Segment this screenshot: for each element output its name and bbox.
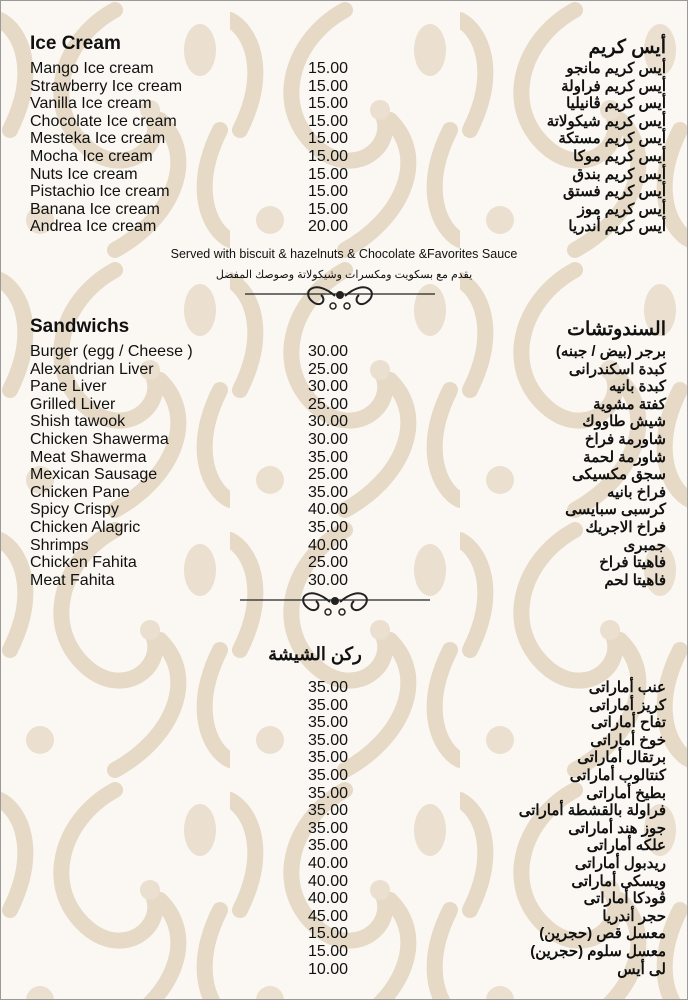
menu-item-row xyxy=(0,60,688,78)
menu-item-row xyxy=(0,166,688,184)
menu-item-row xyxy=(0,697,688,715)
item-price: 35.00 xyxy=(308,837,349,855)
item-price: 25.00 xyxy=(308,466,349,484)
item-price: 10.00 xyxy=(308,960,349,978)
shisha-title-ar: ركن الشيشة xyxy=(268,644,362,664)
menu-item-row xyxy=(0,78,688,96)
item-name-ar: سجق مكسيكى xyxy=(572,466,666,484)
menu-item-row xyxy=(0,95,688,113)
menu-item-row xyxy=(0,837,688,855)
item-name-en: Mexican Sausage xyxy=(30,466,158,484)
item-name-en: Meat Shawerma xyxy=(30,448,147,466)
item-name-ar: كبدة اسكندرانى xyxy=(568,360,666,378)
item-name-ar: معسل قص (حجرين) xyxy=(539,925,666,943)
item-price: 35.00 xyxy=(308,714,349,732)
item-name-ar: لى أيس xyxy=(617,960,666,978)
menu-item-row xyxy=(0,767,688,785)
item-name-ar: تفاح أماراتى xyxy=(590,714,666,732)
ornament-divider xyxy=(245,282,435,314)
item-name-ar: أيس كريم ڤانيليا xyxy=(566,95,666,113)
menu-item-row xyxy=(0,431,688,449)
menu-item-row xyxy=(0,802,688,820)
item-name-ar: فراخ بانيه xyxy=(607,483,666,501)
ornament-divider xyxy=(240,588,430,620)
item-name-ar: علكه أماراتى xyxy=(586,837,666,855)
item-name-ar: ريدبول أماراتى xyxy=(574,854,666,872)
item-name-en: Pistachio Ice cream xyxy=(30,183,170,201)
item-name-en: Mesteka Ice cream xyxy=(30,130,166,148)
item-name-ar: ڤودكا أماراتى xyxy=(583,890,666,908)
item-name-en: Chicken Alagric xyxy=(30,518,141,536)
item-name-en: Chicken Fahita xyxy=(30,554,137,572)
item-price: 35.00 xyxy=(308,483,349,501)
menu-item-row xyxy=(0,484,688,502)
item-name-ar: فراخ الاجريك xyxy=(585,518,666,536)
item-name-ar: شيش طاووك xyxy=(582,413,666,431)
sandwiches-list xyxy=(0,343,688,589)
item-name-ar: حجر أندريا xyxy=(602,907,666,925)
item-name-ar: أيس كريم شيكولاتة xyxy=(546,112,666,130)
item-price: 15.00 xyxy=(308,60,349,77)
item-name-en: Meat Fahita xyxy=(30,571,115,589)
menu-item-row xyxy=(0,218,688,236)
ice-cream-note-ar: يقدم مع بسكويت ومكسرات وشيكولاتة وصوصك المفضل xyxy=(215,269,473,281)
item-name-ar: برتقال أماراتى xyxy=(577,749,666,767)
item-price: 25.00 xyxy=(308,395,349,413)
item-name-ar: شاورمة لحمة xyxy=(583,448,666,466)
item-price: 15.00 xyxy=(308,147,349,165)
menu-item-row xyxy=(0,890,688,908)
item-price: 25.00 xyxy=(308,360,349,378)
menu-item-row xyxy=(0,519,688,537)
item-name-ar: أيس كريم أندريا xyxy=(568,218,666,236)
item-name-ar: بطيخ أماراتى xyxy=(586,784,666,802)
item-price: 15.00 xyxy=(308,112,349,130)
item-price: 30.00 xyxy=(308,430,349,448)
item-price: 15.00 xyxy=(308,95,349,113)
item-name-ar: كبدة بانيه xyxy=(608,378,666,396)
item-price: 15.00 xyxy=(308,77,349,95)
item-name-ar: كرسبى سبايسى xyxy=(565,501,666,519)
item-price: 35.00 xyxy=(308,696,349,714)
item-name-ar: أيس كريم مانجو xyxy=(566,60,666,77)
item-name-ar: خوخ أماراتى xyxy=(590,731,666,749)
menu-item-row xyxy=(0,961,688,979)
menu-item-row xyxy=(0,501,688,519)
item-price: 20.00 xyxy=(308,218,349,236)
menu-item-row xyxy=(0,820,688,838)
item-name-ar: معسل سلوم (حجرين) xyxy=(530,942,666,960)
item-price: 15.00 xyxy=(308,165,349,183)
item-price: 15.00 xyxy=(308,925,349,943)
item-name-ar: كنتالوب أماراتى xyxy=(569,766,666,784)
item-name-en: Burger (egg / Cheese ) xyxy=(30,343,193,360)
item-name-ar: عنب أماراتى xyxy=(588,679,666,696)
item-name-ar: فاهيتا لحم xyxy=(604,571,666,589)
item-name-en: Mocha Ice cream xyxy=(30,147,153,165)
item-name-ar: كفتة مشوية xyxy=(593,395,666,413)
item-price: 35.00 xyxy=(308,749,349,767)
item-name-en: Spicy Crispy xyxy=(30,501,119,519)
item-price: 35.00 xyxy=(308,784,349,802)
item-price: 30.00 xyxy=(308,413,349,431)
item-price: 15.00 xyxy=(308,130,349,148)
item-price: 35.00 xyxy=(308,731,349,749)
item-price: 35.00 xyxy=(308,802,349,820)
item-name-ar: جمبرى xyxy=(623,536,666,554)
item-name-en: Chicken Pane xyxy=(30,483,130,501)
menu-item-row xyxy=(0,413,688,431)
menu-item-row xyxy=(0,343,688,361)
item-price: 35.00 xyxy=(308,679,349,696)
item-name-en: Andrea Ice cream xyxy=(30,218,157,236)
item-price: 35.00 xyxy=(308,766,349,784)
menu-item-row xyxy=(0,378,688,396)
menu-item-row xyxy=(0,183,688,201)
item-name-en: Banana Ice cream xyxy=(30,200,160,218)
item-name-ar: ويسكى أماراتى xyxy=(571,872,666,890)
item-name-ar: أيس كريم فستق xyxy=(563,183,666,201)
item-name-ar: أيس كريم موز xyxy=(577,200,666,218)
item-price: 45.00 xyxy=(308,907,349,925)
ice-cream-list xyxy=(0,60,688,236)
item-price: 25.00 xyxy=(308,554,349,572)
item-price: 15.00 xyxy=(308,183,349,201)
item-name-ar: كريز أماراتى xyxy=(589,696,666,714)
menu-item-row xyxy=(0,873,688,891)
item-name-en: Chicken Shawerma xyxy=(30,430,169,448)
item-name-ar: أيس كريم بندق xyxy=(572,165,666,183)
menu-item-row xyxy=(0,732,688,750)
item-price: 30.00 xyxy=(308,571,349,589)
menu-item-row xyxy=(0,537,688,555)
item-name-en: Chocolate Ice cream xyxy=(30,112,177,130)
item-name-ar: أيس كريم فراولة xyxy=(561,77,666,95)
item-price: 15.00 xyxy=(308,942,349,960)
menu-item-row xyxy=(0,554,688,572)
menu-item-row xyxy=(0,714,688,732)
item-name-ar: شاورمة فراخ xyxy=(584,430,666,448)
menu-item-row xyxy=(0,130,688,148)
item-name-ar: فراولة بالقشطة أماراتى xyxy=(518,802,666,820)
item-name-ar: جوز هند أماراتى xyxy=(568,819,666,837)
item-name-en: Shish tawook xyxy=(30,413,126,431)
item-price: 40.00 xyxy=(308,872,349,890)
menu-item-row xyxy=(0,679,688,697)
ice-cream-note: Served with biscuit & hazelnuts & Chocolate &Favorites Sauce xyxy=(170,247,518,261)
item-price: 40.00 xyxy=(308,501,349,519)
item-price: 30.00 xyxy=(308,378,349,396)
menu-item-row xyxy=(0,361,688,379)
item-name-en: Pane Liver xyxy=(30,378,107,396)
menu-item-row xyxy=(0,113,688,131)
ice-cream-title: Ice Cream xyxy=(30,33,121,54)
item-price: 40.00 xyxy=(308,854,349,872)
menu-item-row xyxy=(0,749,688,767)
item-name-ar: برجر (بيض / جبنه) xyxy=(555,343,666,360)
menu-item-row xyxy=(0,201,688,219)
item-name-en: Grilled Liver xyxy=(30,395,116,413)
menu-item-row xyxy=(0,943,688,961)
menu-item-row xyxy=(0,466,688,484)
item-price: 35.00 xyxy=(308,448,349,466)
item-price: 35.00 xyxy=(308,819,349,837)
menu-item-row xyxy=(0,449,688,467)
item-name-en: Vanilla Ice cream xyxy=(30,95,152,113)
item-name-en: Alexandrian Liver xyxy=(30,360,154,378)
menu-item-row xyxy=(0,396,688,414)
item-price: 40.00 xyxy=(308,890,349,908)
sandwiches-title: Sandwichs xyxy=(30,316,130,337)
item-name-ar: فاهيتا فراخ xyxy=(599,554,666,572)
item-price: 30.00 xyxy=(308,343,349,360)
menu-item-row xyxy=(0,925,688,943)
menu-item-row xyxy=(0,908,688,926)
sandwiches-title-ar: السندوتشات xyxy=(567,319,666,340)
item-name-en: Mango Ice cream xyxy=(30,60,154,77)
item-name-en: Nuts Ice cream xyxy=(30,165,138,183)
item-price: 15.00 xyxy=(308,200,349,218)
menu-item-row xyxy=(0,855,688,873)
item-price: 35.00 xyxy=(308,518,349,536)
item-name-ar: أيس كريم مستكة xyxy=(558,130,666,148)
item-name-en: Strawberry Ice cream xyxy=(30,77,183,95)
item-name-ar: أيس كريم موكا xyxy=(573,147,666,165)
item-price: 40.00 xyxy=(308,536,349,554)
menu-item-row xyxy=(0,785,688,803)
ice-cream-title-ar: أيس كريم xyxy=(588,37,666,58)
menu-item-row xyxy=(0,148,688,166)
menu-item-row xyxy=(0,572,688,590)
shisha-list xyxy=(0,679,688,978)
item-name-en: Shrimps xyxy=(30,536,89,554)
